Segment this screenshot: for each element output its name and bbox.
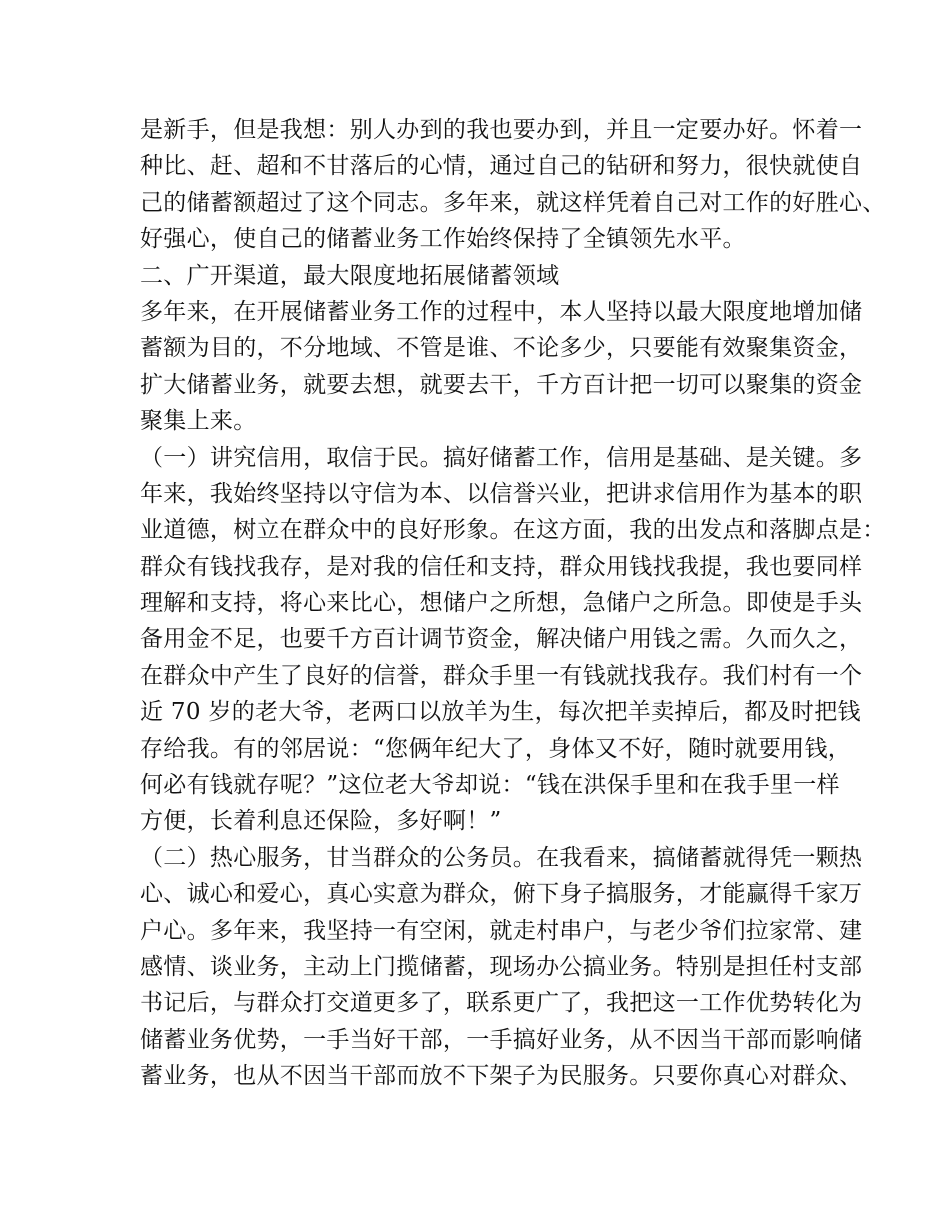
text-line-17: 近 70 岁的老大爷，老两口以放羊为生，每次把羊卖掉后，都及时把钱 <box>140 699 861 726</box>
text-line-22: 心、诚心和爱心，真心实意为群众，俯下身子搞服务，才能赢得千家万 <box>140 881 863 908</box>
text-line-20: 方便，长着利息还保险，多好啊！” <box>140 808 502 835</box>
text-line-2: 种比、赶、超和不甘落后的心情，通过自己的钻研和努力，很快就使自 <box>140 153 863 180</box>
text-line-15: 备用金不足，也要千方百计调节资金，解决储户用钱之需。久而久之， <box>140 626 863 653</box>
text-line-11: 年来，我始终坚持以守信为本、以信誉兴业，把讲求信用作为基本的职 <box>140 480 863 507</box>
text-line-7: 蓄额为目的，不分地域、不管是谁、不论多少，只要能有效聚集资金， <box>140 335 863 362</box>
text-line-8: 扩大储蓄业务，就要去想，就要去干，千方百计把一切可以聚集的资金 <box>140 371 863 398</box>
text-line-13: 群众有钱找我存，是对我的信任和支持，群众用钱找我提，我也要同样 <box>140 553 863 580</box>
text-line-19: 何必有钱就存呢？”这位老大爷却说：“钱在洪保手里和在我手里一样 <box>140 772 840 799</box>
text-line-16: 在群众中产生了良好的信誉，群众手里一有钱就找我存。我们村有一个 <box>140 662 863 689</box>
text-line-27: 蓄业务，也从不因当干部而放不下架子为民服务。只要你真心对群众、 <box>140 1063 863 1090</box>
text-line-6: 多年来，在开展储蓄业务工作的过程中，本人坚持以最大限度地增加储 <box>140 298 863 325</box>
body-text <box>140 112 886 1095</box>
text-line-12: 业道德，树立在群众中的良好形象。在这方面，我的出发点和落脚点是： <box>140 517 886 544</box>
text-line-14: 理解和支持，将心来比心，想储户之所想，急储户之所急。即使是手头 <box>140 590 863 617</box>
subsection-2-line-1: （二）热心服务，甘当群众的公务员。在我看来，搞储蓄就得凭一颗热 <box>140 844 863 871</box>
text-line-9: 聚集上来。 <box>140 408 257 435</box>
text-line-26: 储蓄业务优势，一手当好干部，一手搞好业务，从不因当干部而影响储 <box>140 1026 863 1053</box>
text-line-18: 存给我。有的邻居说：“您俩年纪大了，身体又不好，随时就要用钱， <box>140 735 852 762</box>
text-line-24: 感情、谈业务，主动上门揽储蓄，现场办公搞业务。特别是担任村支部 <box>140 953 863 980</box>
subsection-1-line-1: （一）讲究信用，取信于民。搞好储蓄工作，信用是基础、是关键。多 <box>140 444 863 471</box>
text-line-3: 己的储蓄额超过了这个同志。多年来，就这样凭着自己对工作的好胜心、 <box>140 189 886 216</box>
text-line-25: 书记后，与群众打交道更多了，联系更广了，我把这一工作优势转化为 <box>140 990 863 1017</box>
section-heading: 二、广开渠道，最大限度地拓展储蓄领域 <box>140 262 560 289</box>
text-line-23: 户心。多年来，我坚持一有空闲，就走村串户，与老少爷们拉家常、建 <box>140 917 863 944</box>
text-line-1: 是新手，但是我想：别人办到的我也要办到，并且一定要办好。怀着一 <box>140 117 863 143</box>
text-line-4: 好强心，使自己的储蓄业务工作始终保持了全镇领先水平。 <box>140 226 746 253</box>
